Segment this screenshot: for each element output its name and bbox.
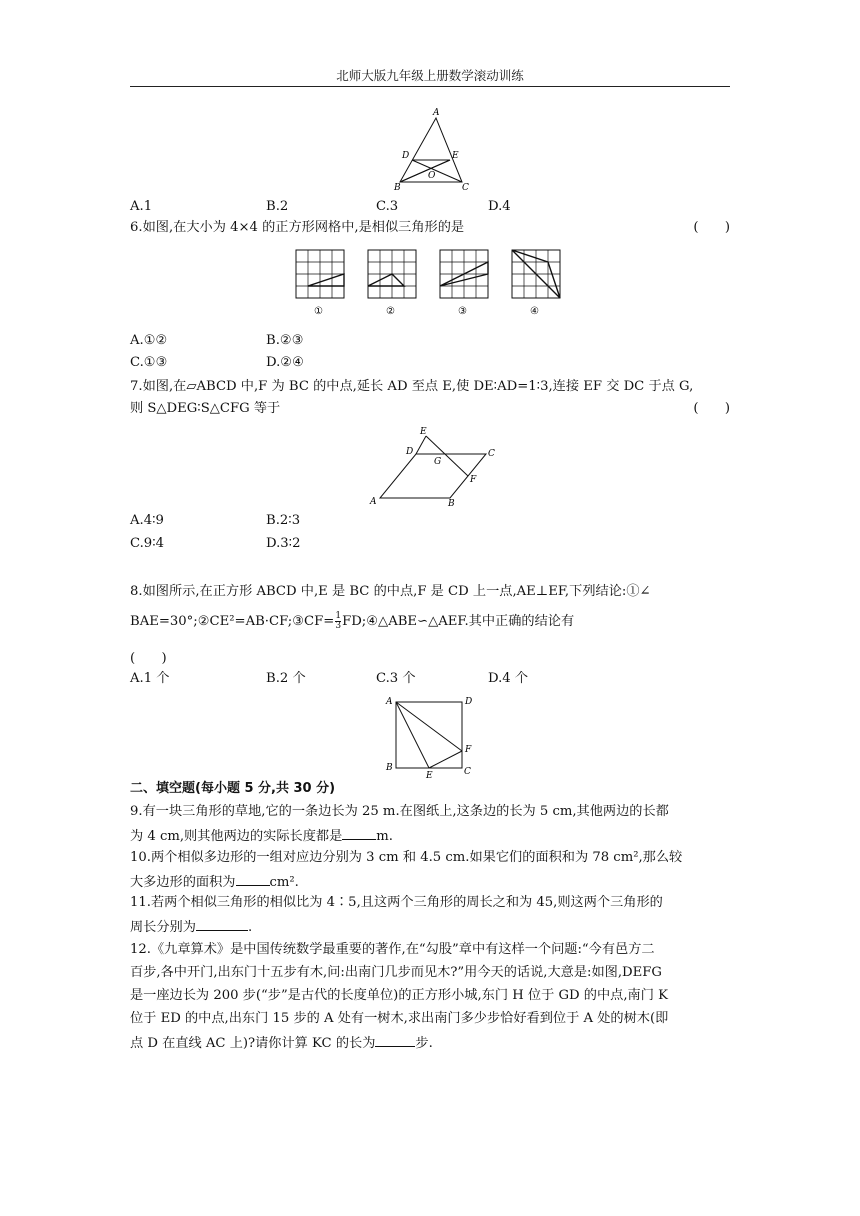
q6-grid-label-1: ① xyxy=(314,306,323,317)
q8-label-a: A xyxy=(386,697,393,707)
q5-label-b: B xyxy=(394,183,401,192)
q10-line2-a: 大多边形的面积为 xyxy=(130,875,236,890)
q8-stem-line2-b: FD;④△ABE∽△AEF.其中正确的结论有 xyxy=(342,614,575,629)
q7-label-c: C xyxy=(488,449,495,459)
page xyxy=(130,0,730,1216)
q12-line5-b: 步. xyxy=(415,1036,433,1051)
q5-label-o: O xyxy=(428,171,436,181)
q7-figure xyxy=(364,424,500,506)
q12-line2: 百步,各中开门,出东门十五步有木,问:出南门几步而见木?”用今天的话说,大意是:如图,DEFG xyxy=(130,965,662,980)
q6-grid-label-3: ③ xyxy=(458,306,467,317)
q8-answer-paren: ( ) xyxy=(130,651,167,666)
q9-line1: 9.有一块三角形的草地,它的一条边长为 25 m.在图纸上,这条边的长为 5 cm,其他两边的长都 xyxy=(130,804,669,819)
q8-stem-line1: 8.如图所示,在正方形 ABCD 中,E 是 BC 的中点,F 是 CD 上一点,AE⊥EF,下列结论:①∠ xyxy=(130,584,651,599)
q7-label-a: A xyxy=(370,497,377,506)
q8-figure xyxy=(382,694,478,780)
q8-option-b: B.2 个 xyxy=(266,671,306,686)
q8-option-c: C.3 个 xyxy=(376,671,416,686)
q8-fraction-num: 1 xyxy=(335,611,342,621)
q8-label-f: F xyxy=(465,745,472,755)
q5-label-d: D xyxy=(402,151,410,161)
q10-answer-blank[interactable] xyxy=(236,872,270,886)
q6-stem: 6.如图,在大小为 4×4 的正方形网格中,是相似三角形的是 xyxy=(130,220,465,235)
q7-option-c: C.9∶4 xyxy=(130,536,165,551)
q7-answer-paren: ( ) xyxy=(693,401,730,416)
q6-grids-figure xyxy=(294,248,574,320)
q7-label-g: G xyxy=(434,457,442,467)
q5-option-b: B.2 xyxy=(266,199,289,214)
q12-line1: 12.《九章算术》是中国传统数学最重要的著作,在“勾股”章中有这样一个问题:“今有邑方二 xyxy=(130,942,655,957)
page-header: 北师大版九年级上册数学滚动训练 xyxy=(336,68,524,83)
q7-stem-line1: 7.如图,在▱ABCD 中,F 为 BC 的中点,延长 AD 至点 E,使 DE∶AD=1∶3,连接 EF 交 DC 于点 G, xyxy=(130,379,694,394)
q7-option-a: A.4∶9 xyxy=(130,513,164,528)
q8-stem-line2-a: BAE=30°;②CE²=AB·CF;③CF= xyxy=(130,614,335,629)
q11-answer-blank[interactable] xyxy=(196,917,248,931)
q6-option-c: C.①③ xyxy=(130,355,168,370)
q7-option-d: D.3∶2 xyxy=(266,536,301,551)
q5-label-e: E xyxy=(452,151,459,161)
q7-label-d: D xyxy=(406,447,414,457)
q5-label-c: C xyxy=(462,183,469,192)
q8-fraction xyxy=(335,612,341,631)
q8-stem-line2 xyxy=(130,612,730,631)
q9-line2-b: m. xyxy=(376,829,393,844)
q9-line2-a: 为 4 cm,则其他两边的实际长度都是 xyxy=(130,829,343,844)
section-fill-in-title: 二、填空题(每小题 5 分,共 30 分) xyxy=(130,781,336,796)
q6-grid-label-2: ② xyxy=(386,306,395,317)
q12-line3: 是一座边长为 200 步(“步”是古代的长度单位)的正方形小城,东门 H 位于 GD 的中点,南门 K xyxy=(130,988,668,1003)
q12-line4: 位于 ED 的中点,出东门 15 步的 A 处有一树木,求出南门多少步恰好看到位于 A 处的树木(即 xyxy=(130,1011,669,1026)
q10-line1: 10.两个相似多边形的一组对应边分别为 3 cm 和 4.5 cm.如果它们的面积和为 78 cm²,那么较 xyxy=(130,850,683,865)
q7-label-e: E xyxy=(420,427,427,437)
q7-stem-line2: 则 S△DEG∶S△CFG 等于 xyxy=(130,401,281,416)
q5-label-a: A xyxy=(433,108,440,118)
q10-line2 xyxy=(130,872,730,892)
q6-answer-paren: ( ) xyxy=(693,220,730,235)
q10-line2-b: cm². xyxy=(269,875,299,890)
q8-label-e: E xyxy=(426,771,433,780)
q6-option-d: D.②④ xyxy=(266,355,304,370)
q8-option-d: D.4 个 xyxy=(488,671,529,686)
q7-option-b: B.2∶3 xyxy=(266,513,301,528)
q11-line1: 11.若两个相似三角形的相似比为 4∶5,且这两个三角形的周长之和为 45,则这两个三角形的 xyxy=(130,895,663,910)
q8-label-d: D xyxy=(465,697,473,707)
q6-grid-label-4: ④ xyxy=(530,306,539,317)
q8-fraction-den: 3 xyxy=(335,621,342,631)
q8-label-b: B xyxy=(386,763,393,773)
q8-option-a: A.1 个 xyxy=(130,671,170,686)
q7-label-f: F xyxy=(470,475,477,485)
q11-line2-a: 周长分别为 xyxy=(130,920,196,935)
q12-line5 xyxy=(130,1033,730,1053)
q12-line5-a: 点 D 在直线 AC 上)?请你计算 KC 的长为 xyxy=(130,1036,376,1051)
q5-option-c: C.3 xyxy=(376,199,399,214)
q7-label-b: B xyxy=(448,499,455,506)
q6-option-b: B.②③ xyxy=(266,333,304,348)
q9-answer-blank[interactable] xyxy=(342,826,376,840)
q9-line2 xyxy=(130,826,730,846)
q6-option-a: A.①② xyxy=(130,333,168,348)
q8-label-c: C xyxy=(464,767,471,777)
q5-option-d: D.4 xyxy=(488,199,511,214)
q5-option-a: A.1 xyxy=(130,199,153,214)
q5-figure xyxy=(388,106,478,192)
q12-answer-blank[interactable] xyxy=(375,1033,415,1047)
q11-line2 xyxy=(130,917,730,937)
q11-line2-b: . xyxy=(247,920,253,935)
header-divider xyxy=(130,86,730,87)
